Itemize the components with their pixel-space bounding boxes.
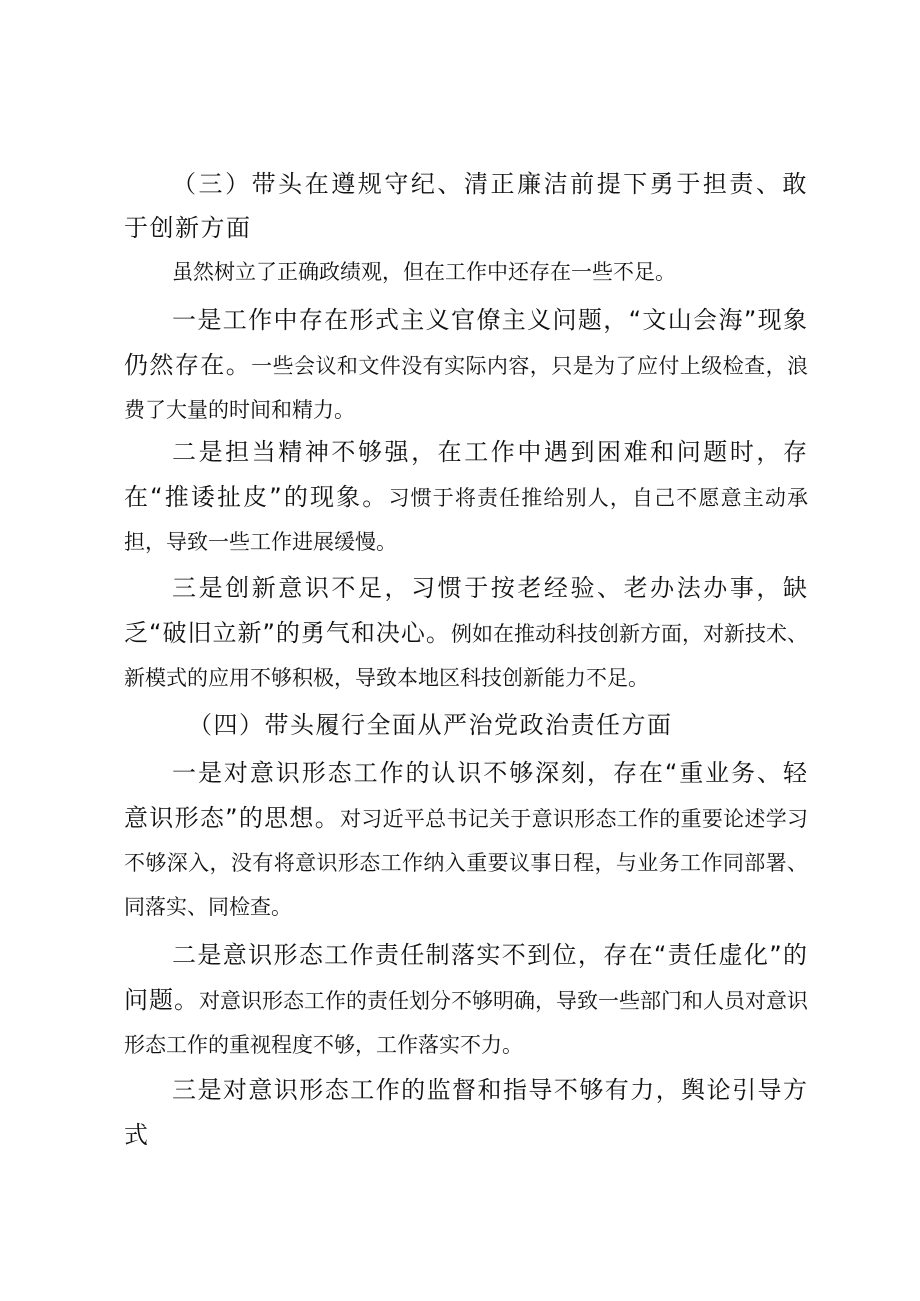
section-heading-3 — [124, 162, 808, 250]
intro-text: 虽然树立了正确政绩观，但在工作中还存在一些不足。 — [172, 260, 676, 284]
paragraph-body: 习惯于将责任推给别人，自己不愿意主动承担，导致一些工作进展缓慢。 — [124, 486, 808, 554]
paragraph-point-2 — [124, 430, 808, 564]
section-heading-4 — [124, 703, 808, 747]
paragraph-point-2 — [124, 933, 808, 1067]
paragraph-lead: 二是意识形态工作责任制落实不到位，存在“责任虚化”的问题。 — [124, 941, 808, 1014]
paragraph-body: 对习近平总书记关于意识形态工作的重要论述学习不够深入，没有将意识形态工作纳入重要议事日程，与业务工作同部署、同落实、同检查。 — [124, 807, 809, 919]
paragraph-body: 对意识形态工作的责任划分不够明确，导致一些部门和人员对意识形态工作的重视程度不够，工作落实不力。 — [124, 989, 808, 1057]
paragraph-lead: 一是对意识形态工作的认识不够深刻，存在“重业务、轻意识形态”的思想。 — [124, 759, 808, 832]
paragraph-body: 例如在推动科技创新方面，对新技术、新模式的应用不够积极，导致本地区科技创新能力不足。 — [124, 622, 809, 690]
section-heading-text: （四）带头履行全面从严治党政治责任方面 — [188, 711, 673, 739]
section-heading-text: （三）带头在遵规守纪、清正廉洁前提下勇于担责、敢于创新方面 — [124, 170, 808, 242]
paragraph-point-1 — [124, 751, 808, 929]
paragraph-lead: 二是担当精神不够强，在工作中遇到困难和问题时，存在“推诿扯皮”的现象。 — [124, 438, 808, 511]
paragraph-point-1 — [124, 298, 808, 432]
intro-paragraph — [124, 250, 808, 294]
paragraph-point-3 — [124, 566, 808, 700]
paragraph-lead: 三是对意识形态工作的监督和指导不够有力，舆论引导方式 — [124, 1076, 808, 1149]
paragraph-lead: 三是创新意识不足，习惯于按老经验、老办法办事，缺乏“破旧立新”的勇气和决心。 — [124, 574, 808, 647]
paragraph-body: 一些会议和文件没有实际内容，只是为了应付上级检查，浪费了大量的时间和精力。 — [124, 354, 809, 422]
paragraph-lead: 一是工作中存在形式主义官僚主义问题，“文山会海”现象仍然存在。 — [124, 306, 808, 379]
paragraph-point-3 — [124, 1068, 808, 1158]
